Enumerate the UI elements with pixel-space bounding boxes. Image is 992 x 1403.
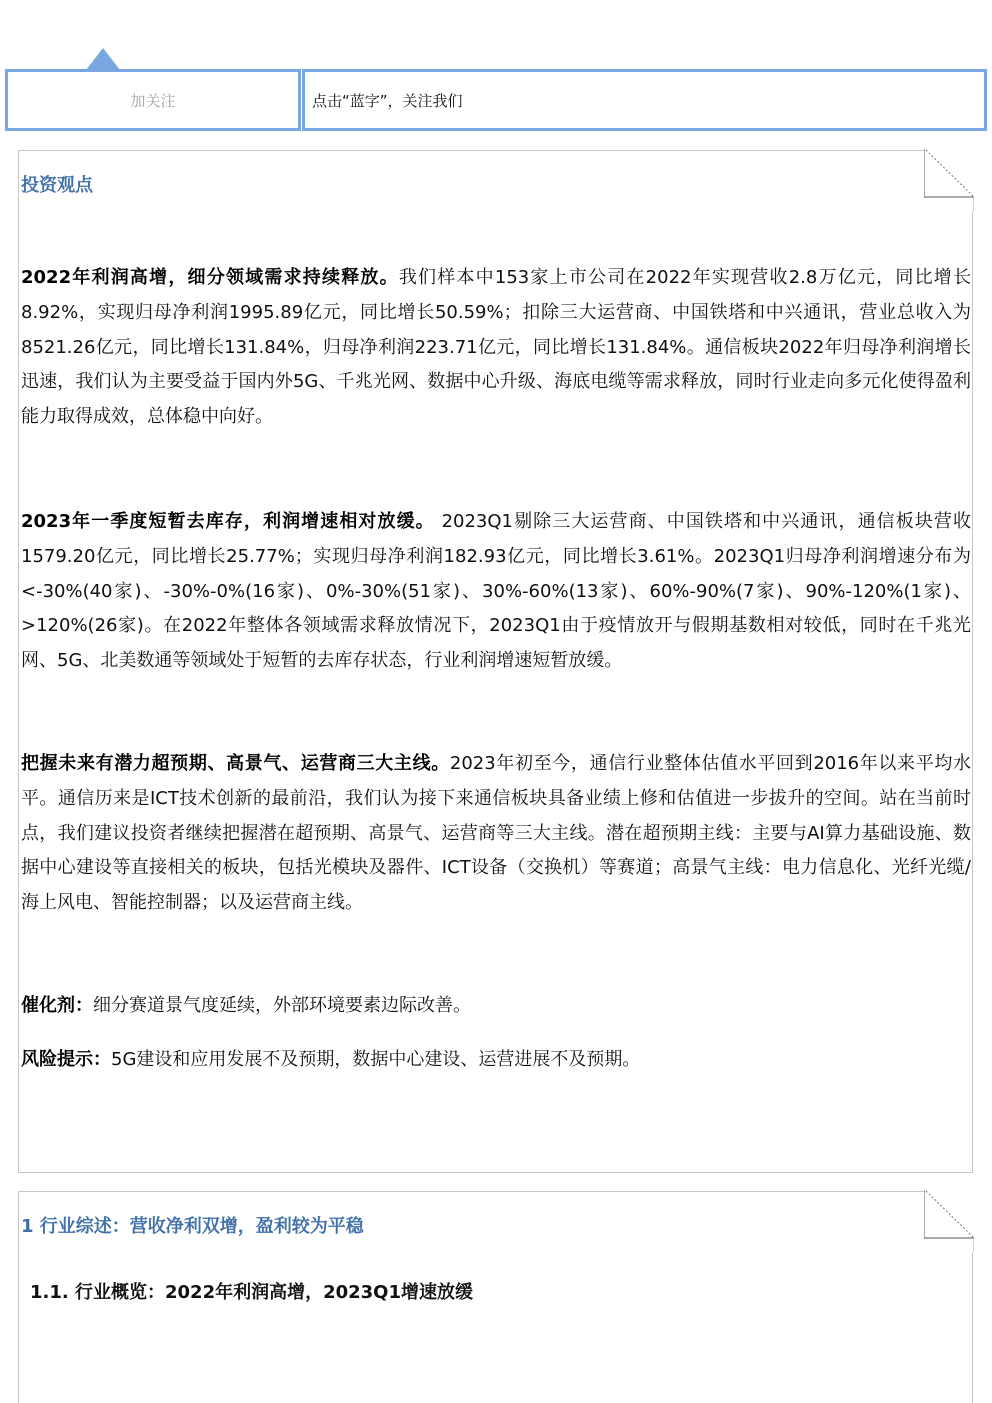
paragraph-body: 我们样本中153家上市公司在2022年实现营收2.8万亿元，同比增长8.92%，实现归母净利润1995.89亿元，同比增长50.59%；扣除三大运营商、中国铁塔和中兴通讯，营业总收入为8521.26亿元，同比增长131.84%，归母净利润223.71亿元，同比增长131.84%。通信板块2022年归母净利润增长迅速，我们认为主要受益于国内外5G、千兆光网、数据中心升级、海底电缆等需求释放，同时行业走向多元化使得盈利能力取得成效，总体稳中向好。 xyxy=(21,267,971,428)
paragraph-lead: 2022年利润高增，细分领域需求持续释放。 xyxy=(21,267,399,288)
paragraph xyxy=(21,747,971,921)
page-fold-icon xyxy=(924,1190,974,1252)
catalyst-line xyxy=(21,989,971,1024)
paragraph-body: 2023Q1剔除三大运营商、中国铁塔和中兴通讯，通信板块营收1579.20亿元，同比增长25.77%；实现归母净利润182.93亿元，同比增长3.61%。2023Q1归母净利润增速分布为<-30%(40家)、-30%-0%(16家)、0%-30%(51家)、30%-60%(13家)、60%-90%(7家)、90%-120%(1家)、>120%(26家)。在2022年整体各领域需求释放情况下，2023Q1由于疫情放开与假期基数相对较低，同时在千兆光网、5G、北美数通等领域处于短暂的去库存状态，行业利润增速短暂放缓。 xyxy=(21,511,971,672)
paragraph-body: 2023年初至今，通信行业整体估值水平回到2016年以来平均水平。通信历来是ICT技术创新的最前沿，我们认为接下来通信板块具备业绩上修和估值进一步拔升的空间。站在当前时点，我们建议投资者继续把握潜在超预期、高景气、运营商等三大主线。潜在超预期主线：主要与AI算力基础设施、数据中心建设等直接相关的板块，包括光模块及器件、ICT设备（交换机）等赛道；高景气主线：电力信息化、光纤光缆/海上风电、智能控制器；以及运营商主线。 xyxy=(21,753,972,914)
catalyst-text: 细分赛道景气度延续，外部环境要素边际改善。 xyxy=(93,995,471,1016)
paragraph-lead: 把握未来有潜力超预期、高景气、运营商三大主线。 xyxy=(21,753,450,774)
invest-card xyxy=(18,150,973,1173)
risk-line xyxy=(21,1043,971,1078)
follow-arrow-icon xyxy=(86,48,120,70)
paragraph xyxy=(21,261,971,435)
follow-prompt: 点击“蓝字”，关注我们 xyxy=(302,69,987,131)
section-title: 投资观点 xyxy=(21,175,93,196)
subsection-title: 1.1. 行业概览：2022年利润高增，2023Q1增速放缓 xyxy=(30,1282,474,1303)
industry-card xyxy=(18,1191,973,1403)
risk-label: 风险提示： xyxy=(21,1049,111,1070)
section-title: 1 行业综述：营收净利双增，盈利较为平稳 xyxy=(21,1216,364,1237)
risk-text: 5G建设和应用发展不及预期，数据中心建设、运营进展不及预期。 xyxy=(111,1049,641,1070)
paragraph xyxy=(21,505,971,679)
page-fold-icon xyxy=(924,149,974,211)
follow-banner xyxy=(5,69,987,131)
catalyst-label: 催化剂： xyxy=(21,995,93,1016)
paragraph-lead: 2023年一季度短暂去库存，利润增速相对放缓。 xyxy=(21,511,435,532)
follow-button[interactable]: 加关注 xyxy=(5,69,301,131)
